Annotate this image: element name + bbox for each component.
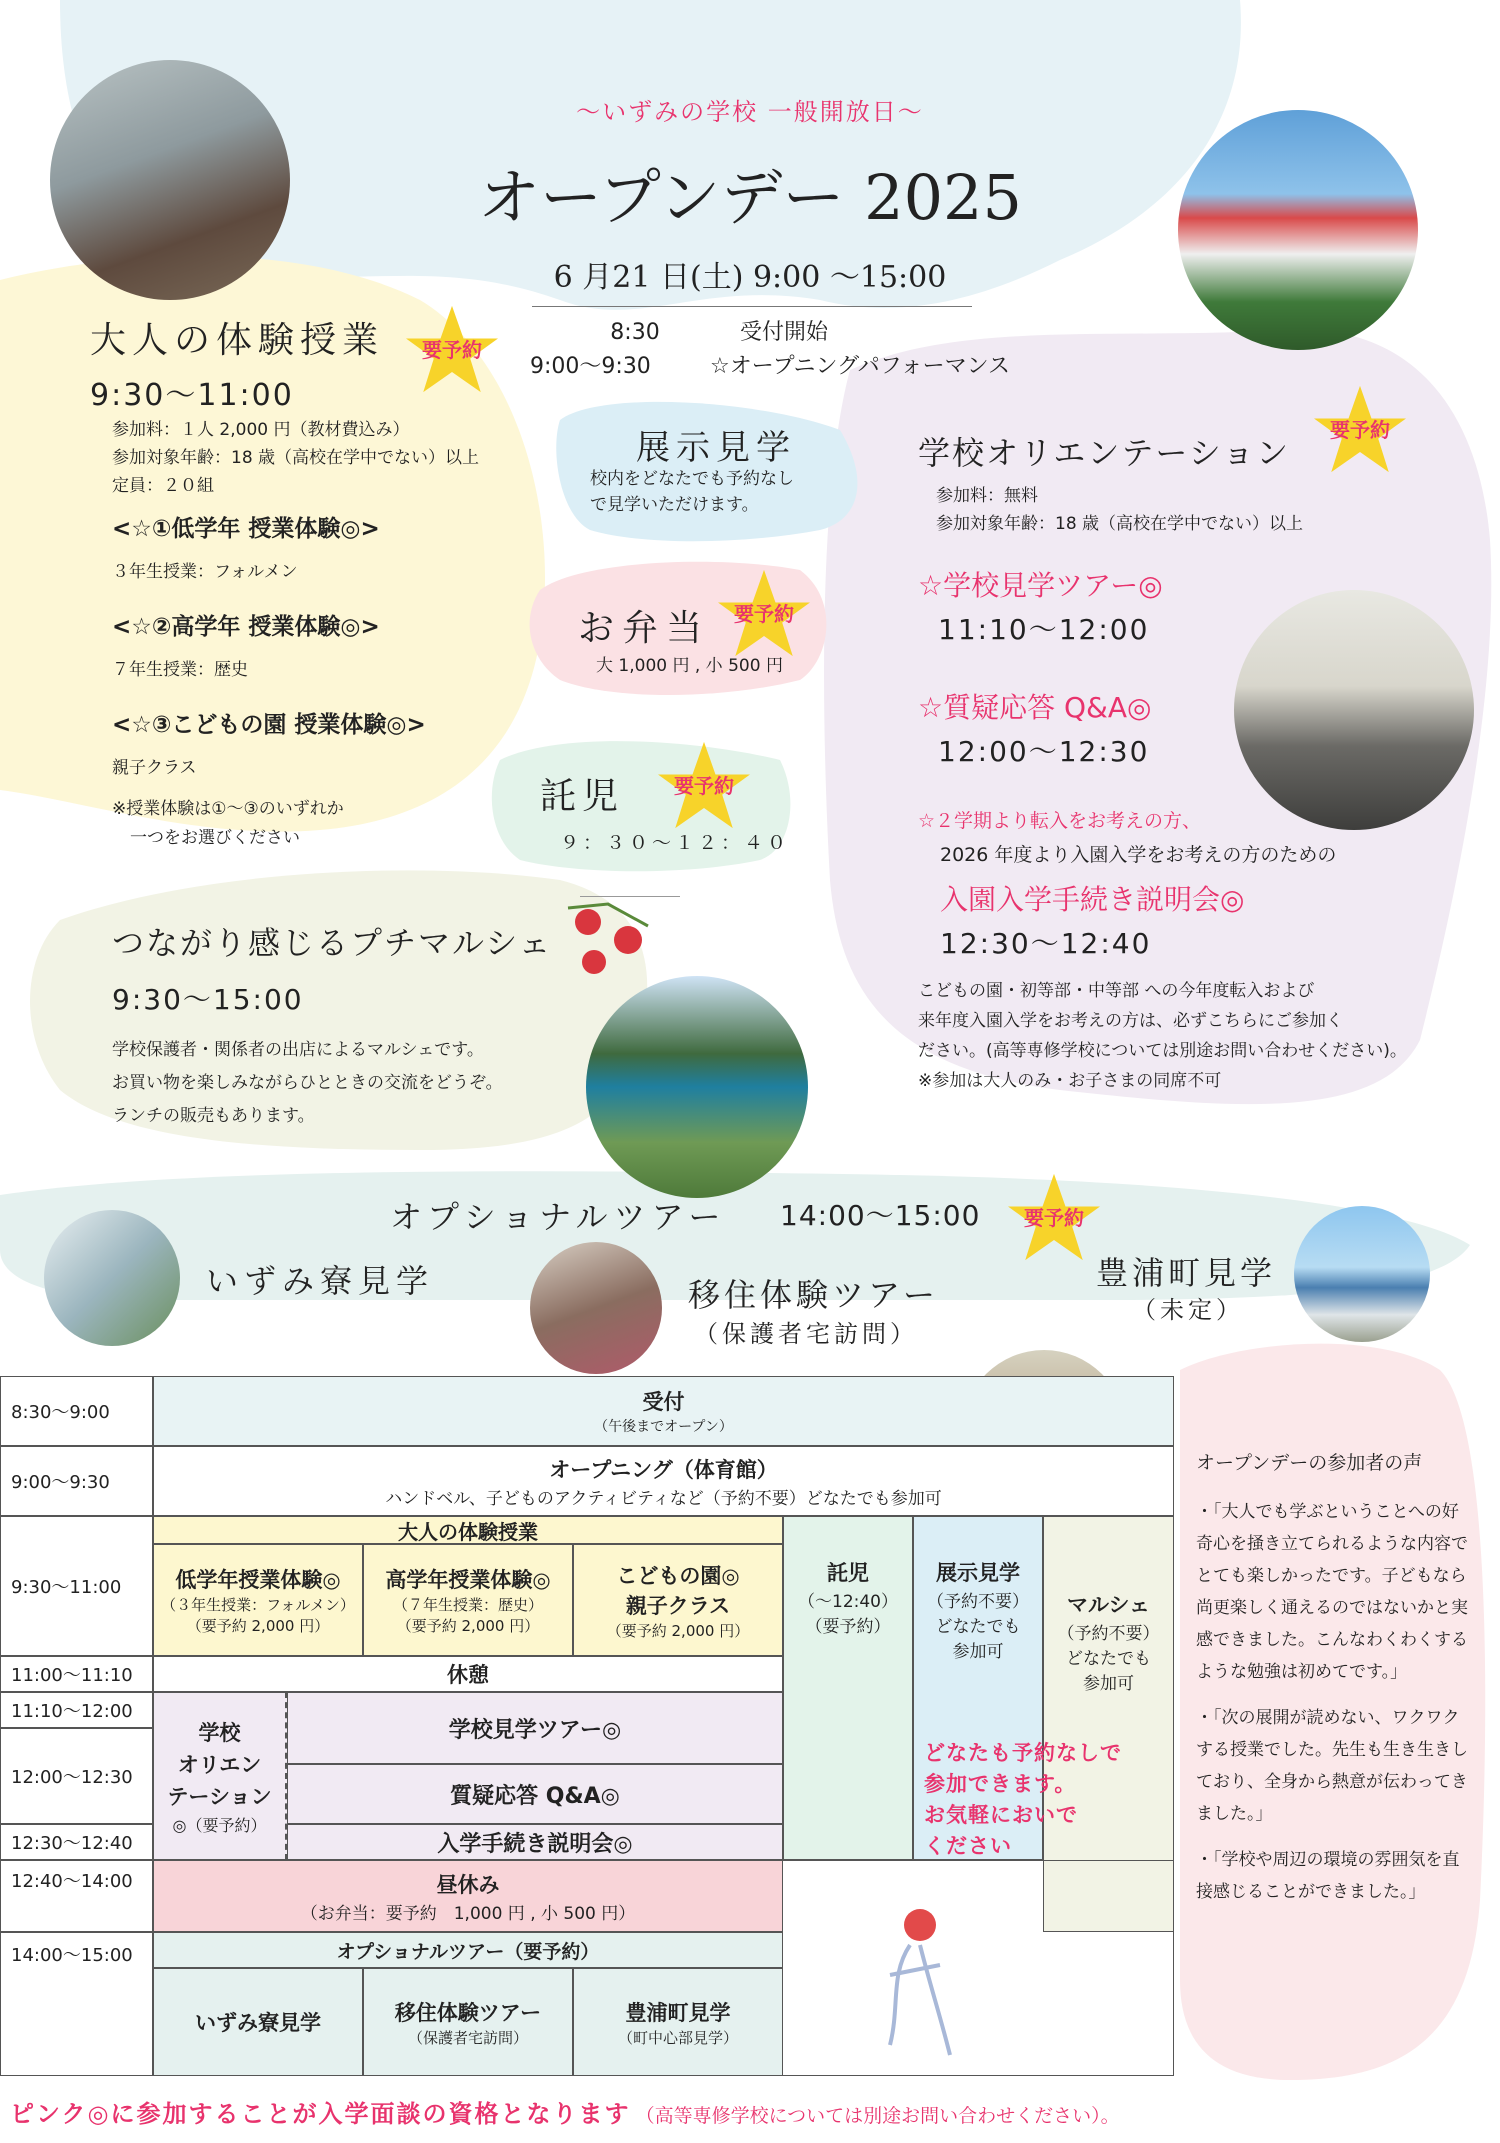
dormitory-photo <box>44 1210 180 1346</box>
adult-class-items <box>112 510 426 848</box>
footer-sub: （高等専修学校については別途お問い合わせください）。 <box>635 2105 1120 2127</box>
adult-class-time: 9:30〜11:00 <box>90 378 294 413</box>
adult-class-header: 大人の体験授業 <box>153 1516 783 1544</box>
orientation-qa-time: 12:00〜12:30 <box>938 735 1150 768</box>
tour-relocation: 移住体験ツアー <box>688 1276 940 1314</box>
briefing-notes: こどもの園・初等部・中等部 への今年度転入および 来年度入園入学をお考えの方は、必ずこちらにご参加く ださい。(高等専修学校については別途お問い合わせください)。 ※参加は大人のみ・お子さまの同席不可 <box>918 981 1407 1091</box>
break-cell: 休憩 <box>153 1656 783 1692</box>
time-label: 8:30〜9:00 <box>0 1376 153 1446</box>
footer-main: ピンク◎に参加することが入学面談の資格となります <box>10 2100 631 2128</box>
welcome-message: どなたも予約なしで 参加できます。 お気軽においで ください <box>924 1741 1122 1858</box>
orientation-tour-time: 11:10〜12:00 <box>938 613 1150 646</box>
marche-cell: マルシェ （予約不要） どなたでも 参加可 <box>1043 1516 1174 1932</box>
reservation-badge: 要予約 <box>716 568 812 660</box>
class-item-desc: ７年生授業：歴史 <box>112 660 248 680</box>
lunch-cell: 昼休み （お弁当：要予約 1,000 円 , 小 500 円） <box>153 1860 783 1932</box>
orientation-title: 学校オリエンテーション <box>918 434 1291 472</box>
exhibit-cell: 展示見学 （予約不要） どなたでも 参加可 <box>913 1516 1043 1860</box>
opening-schedule <box>530 316 1010 384</box>
voice-item: ・「学校や周辺の環境の雰囲気を直接感じることができました。」 <box>1196 1850 1460 1902</box>
briefing-intro: ☆２学期より転入をお考えの方、 2026 年度より入園入学をお考えの方のための <box>918 810 1337 866</box>
tour-dormitory: いずみ寮見学 <box>206 1262 435 1300</box>
marche-desc: 学校保護者・関係者の出店によるマルシェです。 お買い物を楽しみながらひとときの交流をどうぞ。 ランチの販売もあります。 <box>112 1040 503 1126</box>
bento-price: 大 1,000 円 , 小 500 円 <box>596 656 783 676</box>
class-item-desc: 親子クラス <box>112 758 197 778</box>
tour-cell-relocation: 移住体験ツアー （保護者宅訪問） <box>363 1968 573 2076</box>
bento-title: お弁当 <box>578 608 711 649</box>
tour-toyoura-sub: （未定） <box>1132 1296 1244 1324</box>
class-item-desc: ３年生授業：フォルメン <box>112 562 298 582</box>
schedule-time: 8:30 <box>610 320 660 345</box>
exhibit-desc: 校内をどなたでも予約なし で見学いただけます。 <box>590 469 794 515</box>
orientation-info: 参加料：無料 参加対象年齢：18 歳（高校在学中でない）以上 <box>936 486 1304 534</box>
toyoura-town-photo <box>1294 1206 1430 1342</box>
relocation-tour-photo <box>530 1242 662 1374</box>
class-item-title: <☆①低学年 授業体験◎> <box>112 516 380 542</box>
marche-title: つながり感じるプチマルシェ <box>112 924 553 962</box>
qa-cell: 質疑応答 Q&A◎ <box>287 1764 783 1824</box>
class-note: 一つをお選びください <box>130 828 300 848</box>
schedule-text: ☆オープニングパフォーマンス <box>710 354 1011 379</box>
event-date: 6 月21 日(土) 9:00 〜15:00 <box>553 260 947 295</box>
class-cell-kindergarten: こどもの園◎ 親子クラス （要予約 2,000 円） <box>573 1544 783 1656</box>
orientation-tour-title: ☆学校見学ツアー◎ <box>918 569 1163 602</box>
adult-class-info: 参加料：１人 2,000 円（教材費込み） 参加対象年齢：18 歳（高校在学中でない）以上 定員：２０組 <box>112 420 480 496</box>
class-item-title: <☆②高学年 授業体験◎> <box>112 614 380 640</box>
tour-toyoura: 豊浦町見学 <box>1096 1254 1277 1292</box>
time-label: 12:00〜12:30 <box>0 1728 153 1824</box>
time-label: 11:10〜12:00 <box>0 1692 153 1728</box>
optional-tour-header: オプショナルツアー（要予約） <box>153 1932 783 1968</box>
childcare-time: ９：３０〜１２：４０ <box>560 832 791 854</box>
date-underline <box>532 306 972 307</box>
class-note: ※授業体験は①〜③のいずれか <box>112 799 344 819</box>
optional-tour-time: 14:00〜15:00 <box>780 1199 981 1232</box>
reservation-badge: 要予約 <box>1312 384 1408 476</box>
tour-cell-toyoura: 豊浦町見学 （町中心部見学） <box>573 1968 783 2076</box>
tour-relocation-sub: （保護者宅訪問） <box>694 1320 918 1348</box>
time-label: 14:00〜15:00 <box>0 1932 153 2076</box>
reception-cell: 受付 （午後までオープン） <box>153 1376 1174 1446</box>
reservation-badge: 要予約 <box>656 740 752 832</box>
reservation-badge: 要予約 <box>404 304 500 396</box>
time-label: 12:40〜14:00 <box>0 1860 153 1932</box>
time-label: 11:00〜11:10 <box>0 1656 153 1692</box>
schedule-table <box>0 1376 1174 2076</box>
marche-photo <box>586 976 808 1198</box>
opening-cell: オープニング（体育館） ハンドベル、子どものアクティビティなど（予約不要）どなたでも参加可 <box>153 1446 1174 1516</box>
childcare-title: 託児 <box>540 776 625 817</box>
schedule-time: 9:00〜9:30 <box>530 354 651 379</box>
childcare-cell: 託児 （〜12:40） （要予約） <box>783 1516 913 1860</box>
class-item-title: <☆③こどもの園 授業体験◎> <box>112 712 426 738</box>
divider-line <box>580 896 680 897</box>
voices-list <box>1196 1496 1470 1908</box>
page-title: オープンデー 2025 <box>478 161 1022 234</box>
tour-cell-dormitory: いずみ寮見学 <box>153 1968 363 2076</box>
strawberry-illustration <box>558 896 668 986</box>
reservation-badge: 要予約 <box>1006 1172 1102 1264</box>
lunch-blank-area <box>783 1860 1174 2076</box>
class-cell-lower: 低学年授業体験◎ （３年生授業：フォルメン） （要予約 2,000 円） <box>153 1544 363 1656</box>
time-label: 9:00〜9:30 <box>0 1446 153 1516</box>
marche-time: 9:30〜15:00 <box>112 983 304 1016</box>
exhibit-title: 展示見学 <box>636 428 796 468</box>
tour-cell: 学校見学ツアー◎ <box>287 1692 783 1764</box>
schedule-text: 受付開始 <box>740 320 829 345</box>
voice-item: ・「大人でも学ぶということへの好奇心を掻き立てられるような内容でとても楽しかったです。子どもなら尚更楽しく通えるのではないかと実感できました。こんなわくわくするような勉強は初めてです。」 <box>1196 1502 1468 1682</box>
adult-class-title: 大人の体験授業 <box>90 320 385 361</box>
voices-title: オープンデーの参加者の声 <box>1196 1452 1423 1474</box>
briefing-time: 12:30〜12:40 <box>940 927 1152 960</box>
event-subtitle: 〜いずみの学校 一般開放日〜 <box>576 98 924 126</box>
footer-note <box>10 2094 1120 2129</box>
orientation-qa-title: ☆質疑応答 Q&A◎ <box>918 691 1152 724</box>
optional-tour-title: オプショナルツアー <box>390 1198 727 1236</box>
time-label: 12:30〜12:40 <box>0 1824 153 1860</box>
time-label: 9:30〜11:00 <box>0 1516 153 1656</box>
orientation-photo <box>1234 590 1474 830</box>
voice-item: ・「次の展開が読めない、ワクワクする授業でした。先生も生き生きしており、全身から熱意が伝わってきました。」 <box>1196 1708 1468 1824</box>
briefing-title: 入園入学手続き説明会◎ <box>940 883 1245 916</box>
class-cell-upper: 高学年授業体験◎ （７年生授業：歴史） （要予約 2,000 円） <box>363 1544 573 1656</box>
briefing-cell: 入学手続き説明会◎ <box>287 1824 783 1860</box>
orientation-cell: 学校 オリエン テーション ◎（要予約） <box>153 1692 287 1860</box>
